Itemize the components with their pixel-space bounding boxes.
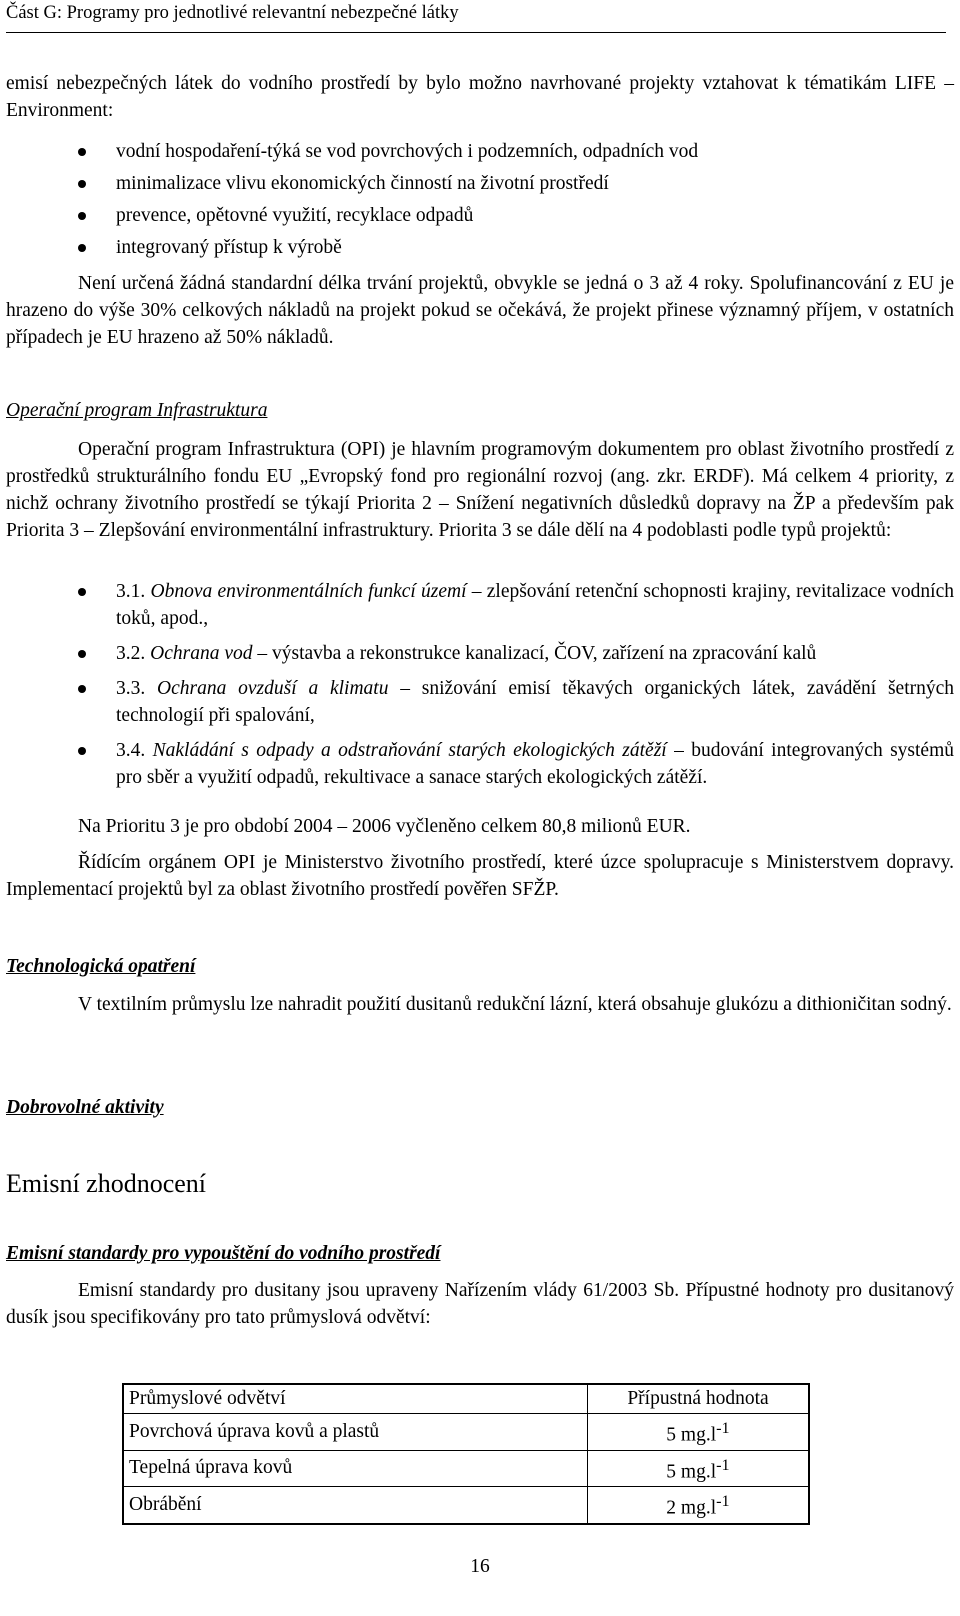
intro-paragraph: emisí nebezpečných látek do vodního prostředí by bylo možno navrhované projekty vztahovat k tématikám LIFE – Environment:: [6, 73, 954, 121]
bullet-icon: [78, 244, 86, 252]
table-cell: 2 $mg.l^{-1}$: [588, 1487, 810, 1524]
priority-name: Nakládání s odpady a odstraňování starých ekologických zátěží: [152, 740, 667, 761]
table-header-cell: Přípustná hodnota: [588, 1384, 810, 1414]
authority-paragraph: Řídícím orgánem OPI je Ministerstvo životního prostředí, které úzce spolupracuje s Ministerstvem dopravy. Implementací projektů byl za oblast životního prostředí pověřen SFŽP.: [6, 852, 954, 900]
list-item: [6, 234, 954, 261]
priority-name: Ochrana ovzduší a klimatu: [157, 678, 389, 699]
list-item-text: vodní hospodaření-týká se vod povrchových i podzemních, odpadních vod: [116, 141, 699, 162]
bullet-icon: [78, 148, 86, 156]
duration-paragraph: Není určená žádná standardní délka trvání projektů, obvykle se jedná o 3 až 4 roky. Spolufinancování z EU je hrazeno do výše 30% celkových nákladů na projekt pokud se očekává, že projekt přinese významný příjem, v ostatních případech je EU hrazeno až 50% nákladů.: [6, 273, 954, 348]
priority-list: [6, 578, 954, 799]
priority-name: Obnova environmentálních funkcí území: [150, 581, 467, 602]
table-row: [123, 1414, 809, 1451]
section-heading: Emisní zhodnocení: [6, 1169, 207, 1198]
table-cell: Obrábění: [123, 1487, 588, 1524]
opi-heading: Operační program Infrastruktura: [6, 400, 268, 421]
bullet-icon: [78, 588, 86, 596]
list-item: [6, 170, 954, 197]
list-item-text: prevence, opětovné využití, recyklace odpadů: [116, 205, 474, 226]
tech-paragraph: V textilním průmyslu lze nahradit použití dusitanů redukční lázní, která obsahuje glukózu a dithioničitan sodný.: [78, 994, 952, 1015]
priority-name: Ochrana vod: [150, 643, 253, 664]
list-item: [6, 138, 954, 165]
voluntary-heading: Dobrovolné aktivity: [6, 1097, 164, 1118]
page-number: 16: [470, 1556, 490, 1577]
bullet-icon: [78, 650, 86, 658]
opi-paragraph: Operační program Infrastruktura (OPI) je hlavním programovým dokumentem pro oblast životního prostředí z prostředků strukturálního fondu EU „Evropský fond pro regionální rozvoj (ang. zkr. ERDF). Má celkem 4 priority, z nichž ochrany životního prostředí se týkají Priorita 2 – Snížení negativních důsledků dopravy na ŽP a především pak Priorita 3 – Zlepšování environmentální infrastruktury. Priorita 3 se dále dělí na 4 podoblasti podle typů projektů:: [6, 439, 954, 541]
bullet-icon: [78, 747, 86, 755]
funding-paragraph: Na Prioritu 3 je pro období 2004 – 2006 vyčleněno celkem 80,8 milionů EUR.: [78, 816, 691, 837]
table-row: [123, 1487, 809, 1524]
table-row: [123, 1450, 809, 1487]
list-item: [6, 202, 954, 229]
bullet-icon: [78, 212, 86, 220]
table-header-row: [123, 1384, 809, 1414]
table-cell: 5 $mg.l^{-1}$: [588, 1414, 810, 1451]
list-item-text: integrovaný přístup k výrobě: [116, 237, 342, 258]
list-item: 3.4. Nakládání s odpady a odstraňování starých ekologických zátěží – budování integrovaných systémů pro sběr a využití odpadů, rekultivace a sanace starých ekologických zátěží.: [6, 737, 954, 791]
table-header-cell: Průmyslové odvětví: [123, 1384, 588, 1414]
tech-heading: Technologická opatření: [6, 956, 196, 977]
table-cell: 5 $mg.l^{-1}$: [588, 1450, 810, 1487]
life-topics-list: [6, 138, 954, 266]
list-item-text: minimalizace vlivu ekonomických činností na životní prostředí: [116, 173, 609, 194]
table-cell: Tepelná úprava kovů: [123, 1450, 588, 1487]
list-item: 3.1. Obnova environmentálních funkcí území – zlepšování retenční schopnosti krajiny, revitalizace vodních toků, apod.,: [6, 578, 954, 632]
standards-heading: Emisní standardy pro vypouštění do vodního prostředí: [6, 1243, 441, 1264]
table-cell: Povrchová úprava kovů a plastů: [123, 1414, 588, 1451]
standards-paragraph: Emisní standardy pro dusitany jsou upraveny Nařízením vlády 61/2003 Sb. Přípustné hodnoty pro dusitanový dusík jsou specifikovány pro tato průmyslová odvětví:: [6, 1280, 954, 1328]
limits-table: [122, 1383, 810, 1525]
bullet-icon: [78, 180, 86, 188]
list-item: 3.2. Ochrana vod – výstavba a rekonstrukce kanalizací, ČOV, zařízení na zpracování kalů: [6, 640, 954, 667]
list-item: 3.3. Ochrana ovzduší a klimatu – snižování emisí těkavých organických látek, zavádění šetrných technologií při spalování,: [6, 675, 954, 729]
bullet-icon: [78, 685, 86, 693]
running-header: Část G: Programy pro jednotlivé relevantní nebezpečné látky: [6, 0, 946, 33]
